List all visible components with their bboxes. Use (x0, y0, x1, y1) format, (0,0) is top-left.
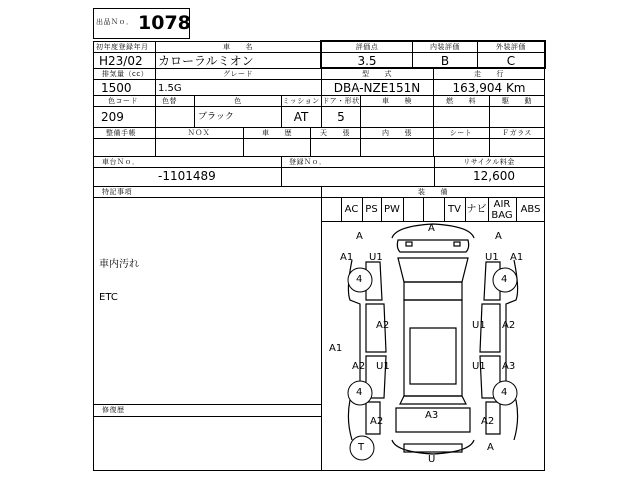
grade-value: 1.5G (158, 83, 182, 94)
seat-label: シート (449, 129, 473, 137)
damage-rear-bumper-right: A (487, 442, 494, 453)
equip-navi: ナビ (466, 204, 487, 215)
history-label: 車 歴 (262, 129, 292, 137)
remarks-label: 特記事項 (102, 188, 132, 196)
damage-front-right: A (495, 231, 502, 242)
transmission-value: AT (293, 110, 309, 124)
damage-front-left: A (356, 231, 363, 242)
transmission-label: ミッション (282, 97, 320, 105)
score-value: 3.5 (357, 54, 377, 68)
exterior-score-label: 外装評価 (496, 43, 526, 51)
displacement-label: 排気量（cc） (102, 70, 149, 78)
equip-ac: AC (344, 204, 359, 215)
damage-rear-door-right-u: U1 (472, 361, 486, 372)
tire-rr-value: 4 (501, 387, 508, 398)
equip-airbag: AIR BAG (491, 199, 513, 221)
color-type-label: 色替 (162, 97, 177, 105)
damage-quarter-left: A2 (370, 416, 384, 427)
damage-rear-door-left: A2 (352, 361, 366, 372)
lot-number: 1078 (138, 12, 191, 34)
spare-tire-value: T (358, 442, 365, 453)
lot-label: 出品Ｎｏ． (96, 18, 134, 26)
first-reg-label: 初年度登録年月 (96, 43, 149, 51)
damage-fender-right-a: A1 (510, 252, 524, 263)
damage-fender-right-u: U1 (485, 252, 499, 263)
color-value: ブラック (198, 112, 234, 122)
interior-score-label: 内装評価 (430, 43, 460, 51)
grade-label: グレード (223, 70, 253, 78)
tire-rl-value: 4 (356, 387, 363, 398)
nox-label: ＮＯＸ (187, 129, 211, 137)
color-code-label: 色コード (108, 97, 138, 105)
damage-door-right-u: U1 (472, 320, 486, 331)
color-label: 色 (234, 97, 242, 105)
color-code-value: 209 (101, 110, 124, 124)
glass-label: Ｆガラス (502, 129, 532, 137)
damage-rear-door-right-a: A3 (502, 361, 516, 372)
door-value: 5 (337, 110, 345, 124)
score-label: 評価点 (355, 43, 379, 51)
car-name-label: 車 名 (223, 43, 253, 51)
tire-fr-value: 4 (501, 274, 508, 285)
damage-sill-left: A1 (329, 343, 343, 354)
first-reg-value: H23/02 (99, 54, 143, 68)
equip-abs: ABS (520, 204, 541, 215)
repair-label: 修復歴 (102, 406, 125, 414)
mileage-value: 163,904 Km (452, 81, 526, 95)
equip-pw: PW (384, 204, 400, 215)
damage-rear-door-left-u: U1 (376, 361, 390, 372)
damage-fender-left-u: U1 (369, 252, 383, 263)
inspection-label: 車 検 (382, 97, 412, 105)
displacement-value: 1500 (101, 81, 132, 95)
drive-label: 駆 動 (502, 97, 532, 105)
remarks-line-1: 車内汚れ (99, 259, 139, 270)
damage-fender-left-a: A1 (340, 252, 354, 263)
interior-score-value: B (440, 54, 450, 68)
equip-tv: TV (448, 204, 461, 215)
car-name-value: カローラルミオン (158, 54, 254, 68)
model-label: 型 式 (362, 70, 392, 78)
door-label: ドア・形状 (322, 97, 360, 105)
manual-label: 整備手帳 (106, 129, 136, 137)
mileage-label: 走 行 (474, 70, 504, 78)
sunroof-label: 天 張 (320, 129, 350, 137)
tire-fl-value: 4 (356, 274, 363, 285)
chassis-no-label: 車台Ｎｏ． (102, 158, 140, 166)
remarks-line-2: ETC (99, 292, 118, 303)
damage-front-bumper: A (428, 223, 435, 234)
damage-rear-bumper: U (428, 454, 436, 465)
damage-door-left: A2 (376, 320, 390, 331)
equipment-label: 装 備 (418, 188, 448, 196)
damage-quarter-right: A2 (481, 416, 495, 427)
reg-no-label: 登録Ｎｏ． (289, 158, 327, 166)
equip-ps: PS (365, 204, 378, 215)
fuel-label: 燃 料 (446, 97, 476, 105)
recycle-value: 12,600 (473, 169, 515, 183)
damage-rear-panel: A3 (425, 410, 439, 421)
recycle-label: リサイクル料金 (463, 158, 515, 166)
chassis-no-value: -1101489 (158, 169, 216, 183)
interior-label: 内 張 (382, 129, 412, 137)
model-value: DBA-NZE151N (333, 81, 421, 95)
exterior-score-value: C (506, 54, 516, 68)
damage-door-right-a: A2 (502, 320, 516, 331)
